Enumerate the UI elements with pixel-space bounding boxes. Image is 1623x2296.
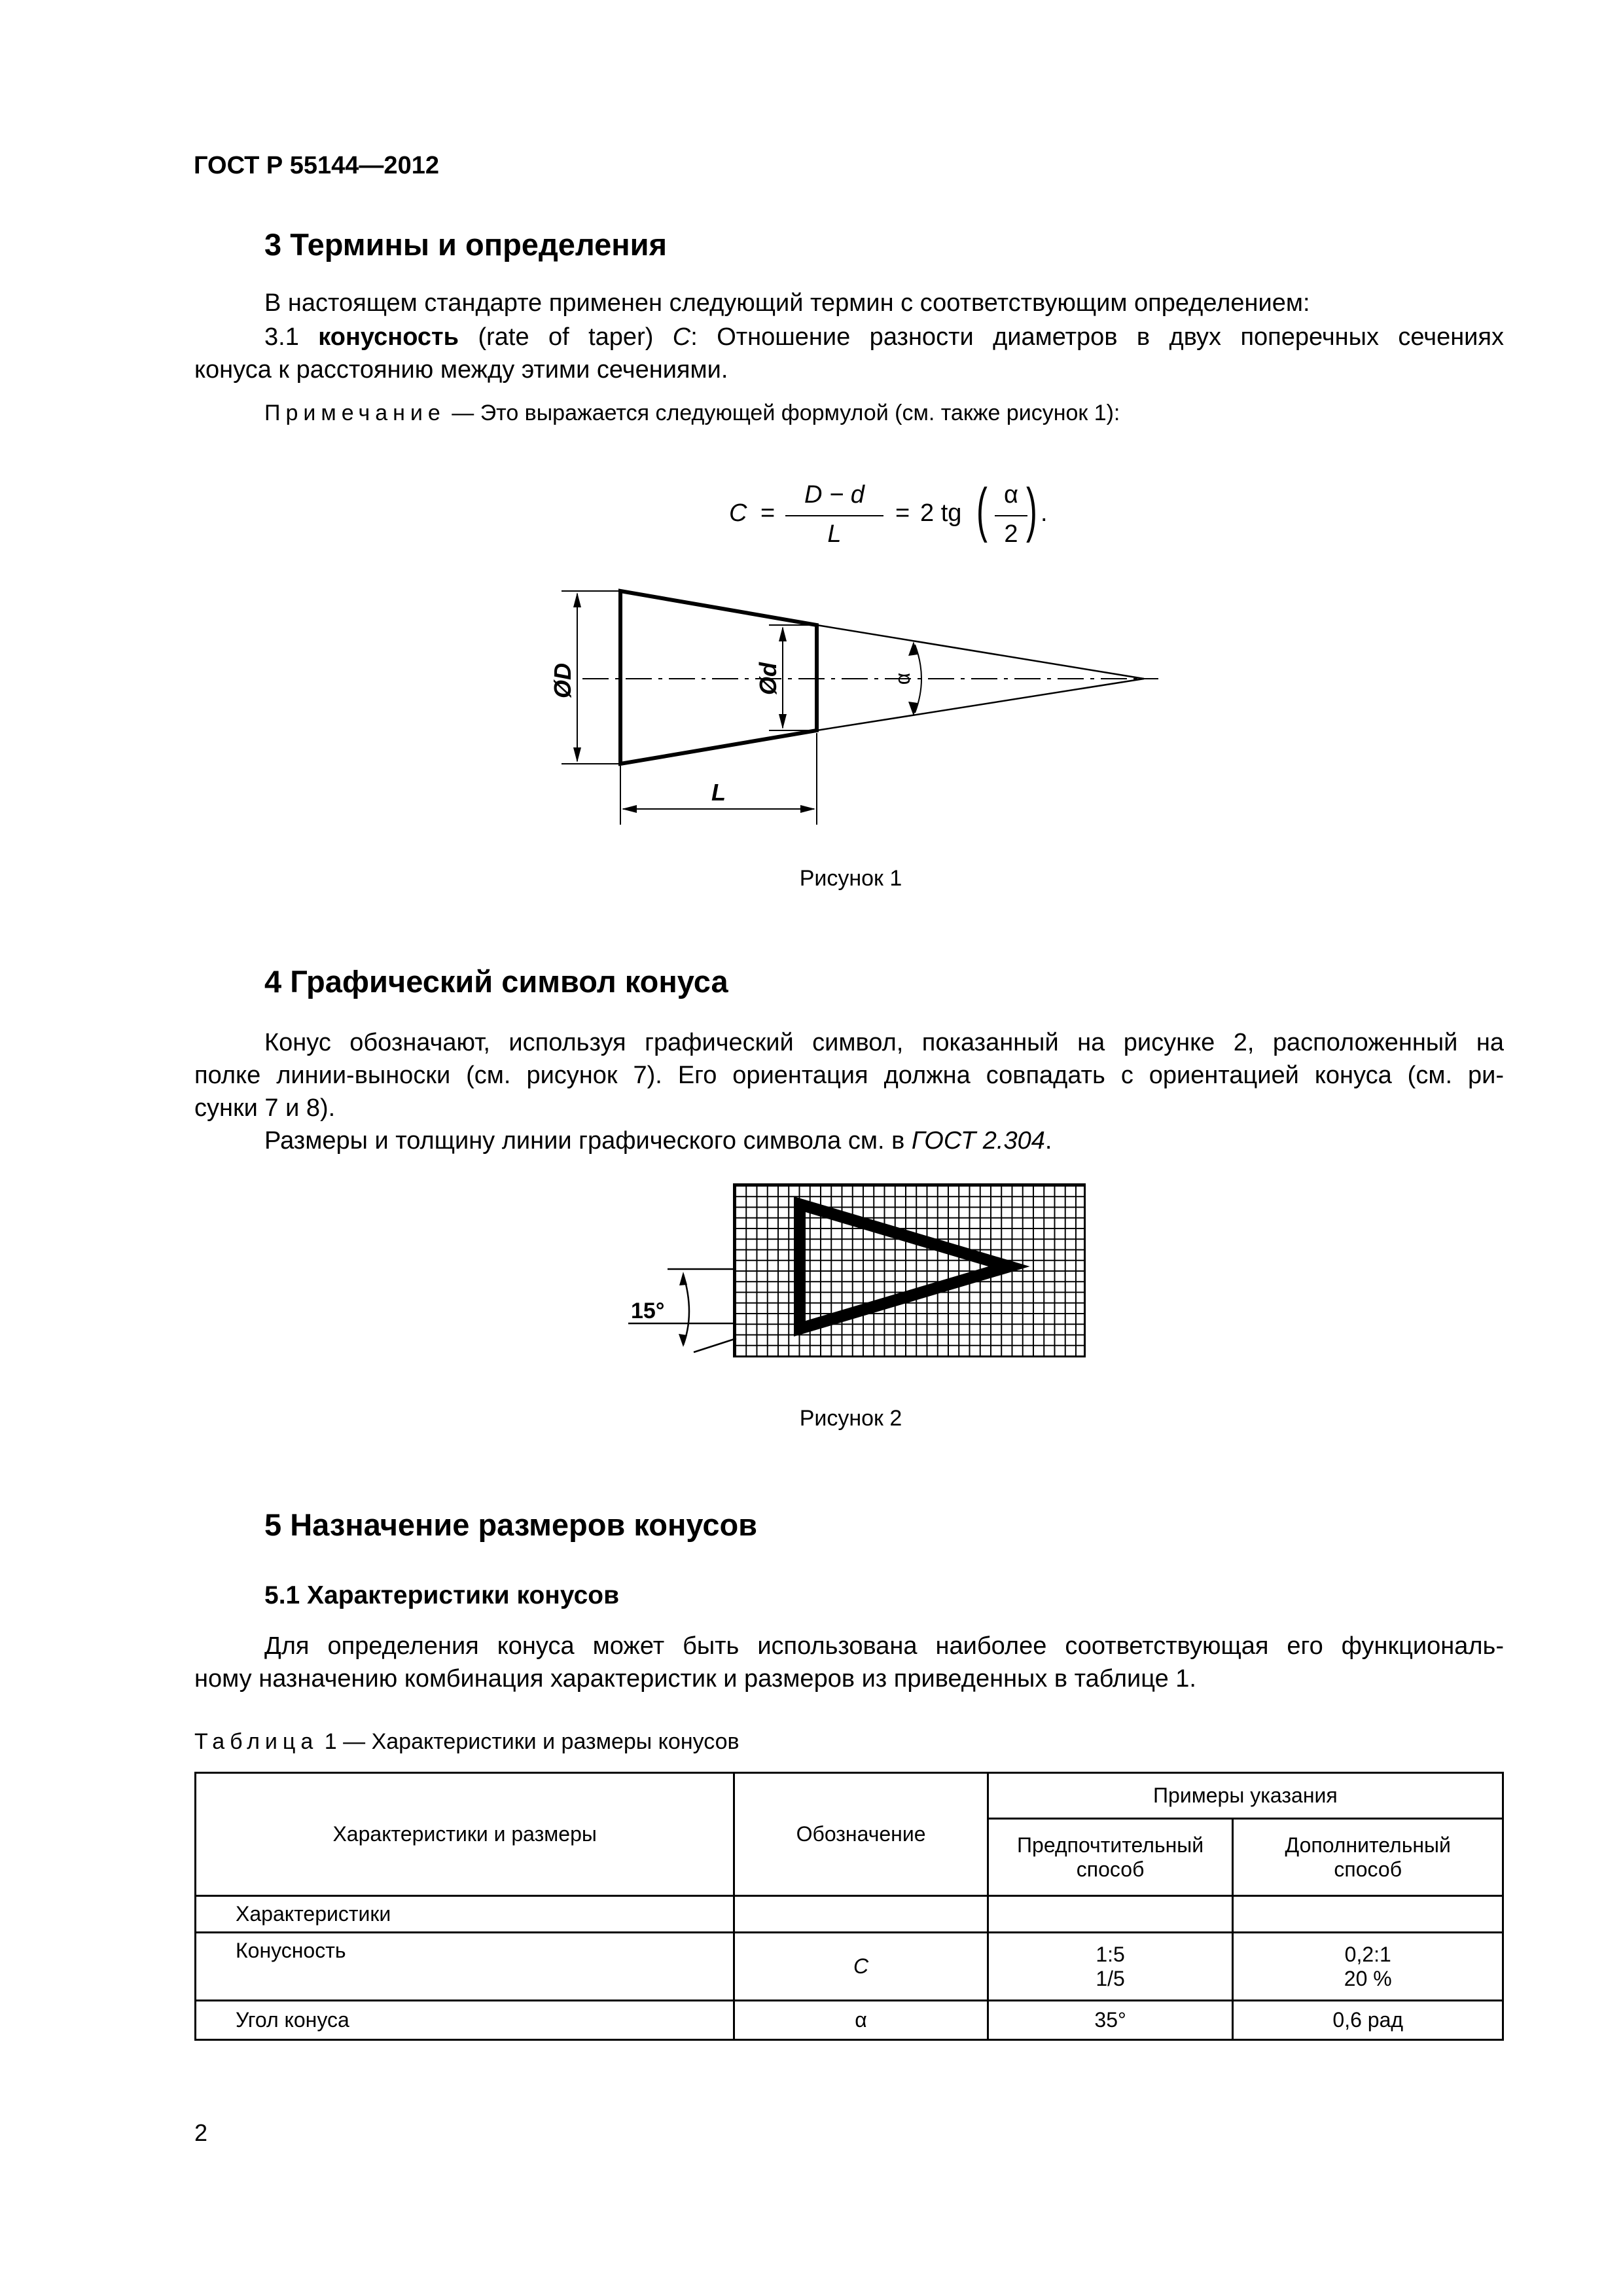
arrow-D-top [573,592,581,607]
figure-2-symbol [615,1183,1113,1380]
page-number: 2 [194,2119,208,2146]
section-5-p-line2: ному назначению комбинация характеристик и размеров из приведенных в таблице 1. [194,1665,1196,1693]
row2-additional: 0,6 рад [1233,2001,1503,2040]
arrow-d-bottom [779,714,787,729]
empty-cell [988,1896,1233,1933]
section-3-title: 3 Термины и определения [264,227,667,262]
angle-ref-inclined [694,1338,736,1352]
formula-fraction-bar [785,515,883,516]
term-english: (rate of taper) [478,323,654,351]
term-definition-part1: : Отношение разности диаметров в двух поперечных сечениях [690,323,1504,351]
header-examples: Примеры указания [988,1773,1503,1819]
taper-symbol-triangle [800,1204,1009,1329]
section-4-p1-line3: сунки 7 и 8). [194,1094,336,1122]
formula-C: C [729,499,747,527]
header-preferred [988,1819,1233,1896]
arrow-L-right [800,805,815,813]
note [264,401,1120,426]
table-row [196,2001,1503,2040]
angle-arrow-bottom [679,1334,687,1347]
header-additional [1233,1819,1503,1896]
row1-add-2: 20 % [1344,1966,1392,1990]
section-4-title: 4 Графический символ конуса [264,964,728,999]
label-alpha: α [891,672,914,685]
table-caption-label: Таблица [194,1729,319,1754]
header-additional-line1: Дополнительный [1285,1833,1451,1857]
figure-2-caption: Рисунок 2 [799,1406,902,1431]
section-4-p1-line2: полке линии-выноски (см. рисунок 7). Его ориентация должна совпадать с ориентацией конуса (см. ри- [194,1062,1504,1089]
term-number: 3.1 [264,323,299,351]
cone-extension-lower [817,679,1144,730]
unused [681,1255,877,1308]
row2-name: Угол конуса [196,2001,734,2040]
formula-2tg: 2 tg [920,499,962,527]
term-bold: конусность [318,323,459,351]
figure-1-cone-diagram [543,576,1171,838]
row1-pref-1: 1:5 [1096,1942,1125,1966]
note-label: Примечание [264,401,446,425]
formula-alpha: α [1004,481,1018,509]
section-5-p-line1: Для определения конуса может быть использована наиболее соответствующая его функциональ- [264,1632,1504,1660]
document-code: ГОСТ Р 55144—2012 [194,152,439,179]
truncated-cone-outline [620,591,817,764]
term-symbol: C [672,323,691,351]
formula-denominator: L [827,520,842,548]
row-group-label: Характеристики [196,1896,734,1933]
empty-cell [734,1896,988,1933]
row1-symbol: C [734,1933,988,2001]
angle-arrow-top [679,1272,687,1285]
note-text: — Это выражается следующей формулой (см. также рисунок 1): [452,401,1120,425]
table-caption-text: 1 — Характеристики и размеры конусов [324,1729,740,1754]
section-5-1-title: 5.1 Характеристики конусов [264,1581,620,1609]
arrow-D-bottom [573,747,581,762]
header-preferred-line2: способ [1076,1857,1145,1881]
table-1 [194,1772,1504,2041]
formula-equals-2: = [895,499,910,527]
label-d: Ød [755,662,781,695]
formula-period: . [1041,499,1048,527]
header-designation: Обозначение [734,1773,988,1896]
table-row [196,1896,1503,1933]
table-1-caption [194,1729,740,1755]
term-3-1-line1 [264,321,1504,353]
row1-additional [1233,1933,1503,2001]
formula-left-paren: ( [976,476,988,543]
figure-1-caption: Рисунок 1 [799,866,902,891]
table-header-row-1 [196,1773,1503,1819]
row1-preferred [988,1933,1233,2001]
row1-name: Конусность [196,1933,734,2001]
header-preferred-line1: Предпочтительный [1017,1833,1204,1857]
header-additional-line2: способ [1334,1857,1402,1881]
section-4-p2-end: . [1044,1127,1052,1155]
table-row [196,1933,1503,2001]
row2-preferred: 35° [988,2001,1233,2040]
section-4-p2-text: Размеры и толщину линии графического символа см. в [264,1127,912,1155]
row2-symbol: α [734,2001,988,2040]
label-D: ØD [549,663,576,698]
formula-two: 2 [1004,520,1018,548]
section-4-p2 [264,1124,1052,1157]
label-L: L [711,779,726,806]
arrow-d-top [779,626,787,641]
header-characteristics: Характеристики и размеры [196,1773,734,1896]
formula-inner-fraction-bar [995,515,1027,516]
cone-extension-upper [817,625,1144,679]
row1-add-1: 0,2:1 [1344,1942,1391,1966]
section-4-p1-line1: Конус обозначают, используя графический символ, показанный на рисунке 2, расположенный на [264,1029,1504,1056]
angle-label: 15° [631,1299,665,1323]
arrow-L-left [622,805,637,813]
gost-reference: ГОСТ 2.304 [911,1127,1045,1155]
section-3-intro: В настоящем стандарте применен следующий термин с соответствующим определением: [264,289,1310,317]
formula-right-paren: ) [1026,476,1037,543]
section-5-title: 5 Назначение размеров конусов [264,1507,758,1542]
term-3-1-line2: конуса к расстоянию между этими сечениями. [194,356,728,384]
empty-cell [1233,1896,1503,1933]
taper-formula [720,476,1018,563]
row1-pref-2: 1/5 [1096,1966,1125,1990]
formula-numerator: D − d [804,481,865,509]
formula-equals-1: = [760,499,776,527]
